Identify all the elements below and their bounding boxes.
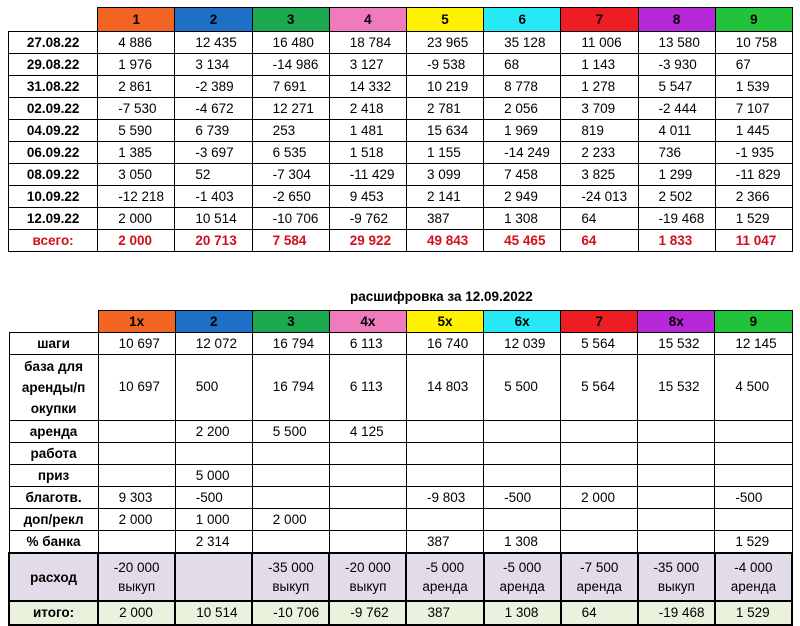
expense-note: выкуп <box>349 578 387 594</box>
cell-value: -2 389 <box>175 76 252 98</box>
cell-value: -1 935 <box>715 142 792 164</box>
cell-value: -500 <box>175 487 252 509</box>
cell-value <box>715 443 792 465</box>
breakdown-row <box>9 531 792 553</box>
cell-value <box>252 531 329 553</box>
cell-value <box>98 443 175 465</box>
cell-value: -11 829 <box>715 164 792 186</box>
cell-value: 1 518 <box>329 142 406 164</box>
expense-cell <box>252 553 329 601</box>
total-label: всего: <box>9 230 98 252</box>
cell-value: 3 099 <box>406 164 483 186</box>
cell-value: 1 000 <box>175 509 252 531</box>
row-label: доп/рекл <box>9 509 98 531</box>
cell-value: 736 <box>638 142 715 164</box>
cell-value: 2 141 <box>406 186 483 208</box>
col-header: 5х <box>406 311 483 333</box>
breakdown-total-value: 64 <box>561 601 638 625</box>
cell-value: 18 784 <box>329 32 406 54</box>
row-date: 02.09.22 <box>9 98 98 120</box>
cell-value: -3 697 <box>175 142 252 164</box>
cell-value: 10 697 <box>98 333 175 355</box>
row-label: приз <box>9 465 98 487</box>
expense-label: расход <box>9 553 98 601</box>
breakdown-row <box>9 509 792 531</box>
cell-value: 35 128 <box>484 32 561 54</box>
row-date: 27.08.22 <box>9 32 98 54</box>
expense-amount: -5 000 <box>502 559 542 575</box>
summary-row <box>9 208 793 230</box>
cell-value: 2 000 <box>252 509 329 531</box>
cell-value: 10 219 <box>406 76 483 98</box>
summary-row <box>9 186 793 208</box>
cell-value <box>329 487 406 509</box>
summary-total-row <box>9 230 793 252</box>
breakdown-total-row <box>9 601 792 625</box>
cell-value <box>638 465 715 487</box>
expense-amount: -4 000 <box>734 559 773 575</box>
cell-value: 2 233 <box>561 142 638 164</box>
cell-value: 1 976 <box>98 54 175 76</box>
cell-value: -3 930 <box>638 54 715 76</box>
cell-value: -10 706 <box>252 208 329 230</box>
cell-value: 1 969 <box>484 120 561 142</box>
cell-value: 1 539 <box>715 76 792 98</box>
expense-amount: -35 000 <box>653 559 700 575</box>
expense-amount: -7 500 <box>580 559 619 575</box>
cell-value <box>561 443 638 465</box>
breakdown-total-value: 2 000 <box>98 601 175 625</box>
cell-value <box>561 421 638 443</box>
cell-value: 10 697 <box>98 355 175 421</box>
cell-value: 2 502 <box>638 186 715 208</box>
expense-cell <box>406 553 483 601</box>
expense-amount: -35 000 <box>267 559 314 575</box>
cell-value: 7 691 <box>252 76 329 98</box>
cell-value <box>252 443 329 465</box>
cell-value: 6 739 <box>175 120 252 142</box>
cell-value: -1 403 <box>175 186 252 208</box>
cell-value: 67 <box>715 54 792 76</box>
cell-value: -4 672 <box>175 98 252 120</box>
col-header: 2 <box>175 311 252 333</box>
cell-value: 3 127 <box>329 54 406 76</box>
cell-value: 4 886 <box>98 32 175 54</box>
summary-row <box>9 164 793 186</box>
row-date: 08.09.22 <box>9 164 98 186</box>
cell-value: 819 <box>561 120 638 142</box>
total-value: 1 833 <box>638 230 715 252</box>
cell-value: 15 634 <box>406 120 483 142</box>
cell-value: 8 778 <box>484 76 561 98</box>
cell-value: 7 107 <box>715 98 792 120</box>
total-value: 49 843 <box>406 230 483 252</box>
cell-value: -14 249 <box>484 142 561 164</box>
cell-value: 5 564 <box>561 333 638 355</box>
expense-amount: -20 000 <box>113 559 160 575</box>
cell-value: 3 709 <box>561 98 638 120</box>
cell-value <box>98 465 175 487</box>
cell-value: -12 218 <box>98 186 175 208</box>
cell-value: -500 <box>484 487 561 509</box>
cell-value <box>406 421 483 443</box>
expense-cell <box>98 553 175 601</box>
cell-value: 1 481 <box>329 120 406 142</box>
cell-value: -7 304 <box>252 164 329 186</box>
cell-value: 5 547 <box>638 76 715 98</box>
cell-value: 1 308 <box>484 208 561 230</box>
summary-row <box>9 142 793 164</box>
total-value: 64 <box>561 230 638 252</box>
total-value: 11 047 <box>715 230 792 252</box>
cell-value: 16 794 <box>252 355 329 421</box>
cell-value: -19 468 <box>638 208 715 230</box>
cell-value: 9 453 <box>329 186 406 208</box>
row-date: 12.09.22 <box>9 208 98 230</box>
cell-value: -11 429 <box>329 164 406 186</box>
cell-value <box>638 487 715 509</box>
cell-value: 6 113 <box>329 333 406 355</box>
cell-value: 5 000 <box>175 465 252 487</box>
row-date: 10.09.22 <box>9 186 98 208</box>
cell-value: -7 530 <box>98 98 175 120</box>
cell-value: 1 143 <box>561 54 638 76</box>
cell-value <box>98 531 175 553</box>
cell-value: 5 500 <box>252 421 329 443</box>
cell-value: 15 532 <box>638 355 715 421</box>
summary-header-row <box>9 8 793 32</box>
cell-value: 387 <box>406 531 483 553</box>
col-header: 7 <box>561 311 638 333</box>
breakdown-row <box>9 421 792 443</box>
cell-value: 4 011 <box>638 120 715 142</box>
total-value: 2 000 <box>98 230 175 252</box>
breakdown-total-value: -19 468 <box>638 601 715 625</box>
expense-cell <box>715 553 792 601</box>
cell-value: 5 564 <box>561 355 638 421</box>
cell-value: 1 529 <box>715 208 792 230</box>
cell-value <box>98 421 175 443</box>
cell-value <box>406 443 483 465</box>
cell-value <box>561 465 638 487</box>
expense-note: выкуп <box>657 578 695 594</box>
cell-value: 3 825 <box>561 164 638 186</box>
cell-value: 16 794 <box>252 333 329 355</box>
cell-value <box>484 443 561 465</box>
cell-value: 2 949 <box>484 186 561 208</box>
breakdown-row <box>9 465 792 487</box>
cell-value: 2 000 <box>98 208 175 230</box>
col-header: 9 <box>715 8 792 32</box>
breakdown-total-value: 1 529 <box>715 601 792 625</box>
cell-value <box>252 487 329 509</box>
cell-value <box>406 465 483 487</box>
expense-note: выкуп <box>272 578 310 594</box>
cell-value: 1 385 <box>98 142 175 164</box>
row-label: аренда <box>9 421 98 443</box>
corner-cell <box>9 311 98 333</box>
row-label: % банка <box>9 531 98 553</box>
cell-value: -24 013 <box>561 186 638 208</box>
row-date: 04.09.22 <box>9 120 98 142</box>
cell-value: 14 332 <box>329 76 406 98</box>
cell-value <box>175 443 252 465</box>
breakdown-row <box>9 487 792 509</box>
cell-value: 1 445 <box>715 120 792 142</box>
col-header: 4 <box>329 8 406 32</box>
cell-value <box>329 443 406 465</box>
breakdown-row <box>9 443 792 465</box>
cell-value: 52 <box>175 164 252 186</box>
cell-value <box>715 421 792 443</box>
col-header: 8х <box>638 311 715 333</box>
cell-value: 15 532 <box>638 333 715 355</box>
col-header: 4х <box>329 311 406 333</box>
expense-note: аренда <box>730 578 777 594</box>
breakdown-row <box>9 333 792 355</box>
cell-value <box>406 509 483 531</box>
expense-cell <box>329 553 406 601</box>
cell-value: -2 444 <box>638 98 715 120</box>
summary-table <box>8 7 793 252</box>
cell-value <box>638 509 715 531</box>
cell-value: 13 580 <box>638 32 715 54</box>
col-header: 1 <box>98 8 175 32</box>
summary-row <box>9 120 793 142</box>
cell-value: -9 762 <box>329 208 406 230</box>
total-value: 20 713 <box>175 230 252 252</box>
row-label: благотв. <box>9 487 98 509</box>
cell-value <box>638 531 715 553</box>
cell-value <box>715 465 792 487</box>
col-header: 3 <box>252 8 329 32</box>
row-label-line: аренды/п <box>21 380 86 395</box>
col-header: 1х <box>98 311 175 333</box>
breakdown-total-label: итого: <box>9 601 98 625</box>
cell-value: 16 740 <box>406 333 483 355</box>
col-header: 2 <box>175 8 252 32</box>
cell-value <box>484 421 561 443</box>
row-label <box>9 355 98 421</box>
cell-value <box>638 421 715 443</box>
cell-value: 1 529 <box>715 531 792 553</box>
expense-amount: -20 000 <box>345 559 391 575</box>
expense-note: аренда <box>422 578 468 594</box>
cell-value: 4 500 <box>715 355 792 421</box>
breakdown-table <box>8 310 793 626</box>
row-date: 29.08.22 <box>9 54 98 76</box>
col-header: 9 <box>715 311 792 333</box>
expense-cell <box>175 553 252 601</box>
cell-value: 500 <box>175 355 252 421</box>
col-header: 6 <box>484 8 561 32</box>
breakdown-total-value: -10 706 <box>252 601 329 625</box>
cell-value <box>561 509 638 531</box>
cell-value: 1 308 <box>484 531 561 553</box>
cell-value: -9 803 <box>406 487 483 509</box>
expense-cell <box>638 553 715 601</box>
cell-value: 2 200 <box>175 421 252 443</box>
col-header: 8 <box>638 8 715 32</box>
cell-value: 10 758 <box>715 32 792 54</box>
breakdown-header-row <box>9 311 792 333</box>
row-label: работа <box>9 443 98 465</box>
breakdown-row <box>9 355 792 421</box>
cell-value: 6 113 <box>329 355 406 421</box>
summary-row <box>9 76 793 98</box>
breakdown-total-value: 10 514 <box>175 601 252 625</box>
cell-value <box>329 509 406 531</box>
cell-value <box>715 509 792 531</box>
cell-value: 5 590 <box>98 120 175 142</box>
expense-cell <box>484 553 561 601</box>
summary-row <box>9 54 793 76</box>
breakdown-total-value: 1 308 <box>484 601 561 625</box>
cell-value: 5 500 <box>484 355 561 421</box>
cell-value: 64 <box>561 208 638 230</box>
expense-cell <box>561 553 638 601</box>
summary-body <box>9 32 793 230</box>
row-label-line: база для <box>24 359 83 374</box>
total-value: 45 465 <box>484 230 561 252</box>
cell-value: 1 278 <box>561 76 638 98</box>
cell-value: 2 000 <box>98 509 175 531</box>
cell-value: -9 538 <box>406 54 483 76</box>
expense-amount: -5 000 <box>425 559 465 575</box>
cell-value: 68 <box>484 54 561 76</box>
cell-value: 12 271 <box>252 98 329 120</box>
cell-value: 3 050 <box>98 164 175 186</box>
breakdown-caption: расшифровка за 12.09.2022 <box>350 289 533 304</box>
cell-value: 2 418 <box>329 98 406 120</box>
col-header: 5 <box>406 8 483 32</box>
cell-value: 2 781 <box>406 98 483 120</box>
cell-value: 12 145 <box>715 333 792 355</box>
cell-value: 16 480 <box>252 32 329 54</box>
cell-value: 1 155 <box>406 142 483 164</box>
total-value: 7 584 <box>252 230 329 252</box>
cell-value <box>484 509 561 531</box>
cell-value: 1 299 <box>638 164 715 186</box>
col-header: 3 <box>252 311 329 333</box>
cell-value: -500 <box>715 487 792 509</box>
cell-value: 10 514 <box>175 208 252 230</box>
cell-value: 12 072 <box>175 333 252 355</box>
cell-value <box>252 465 329 487</box>
cell-value: 4 125 <box>329 421 406 443</box>
cell-value <box>484 465 561 487</box>
cell-value: 14 803 <box>406 355 483 421</box>
row-label: шаги <box>9 333 98 355</box>
cell-value <box>329 465 406 487</box>
cell-value: 12 039 <box>484 333 561 355</box>
cell-value: 2 000 <box>561 487 638 509</box>
col-header: 7 <box>561 8 638 32</box>
row-label-line: окупки <box>30 401 77 416</box>
cell-value: 11 006 <box>561 32 638 54</box>
cell-value: 6 535 <box>252 142 329 164</box>
summary-row <box>9 32 793 54</box>
summary-row <box>9 98 793 120</box>
col-header: 6х <box>484 311 561 333</box>
cell-value: 2 056 <box>484 98 561 120</box>
expense-note: аренда <box>576 578 622 594</box>
cell-value: 7 458 <box>484 164 561 186</box>
corner-cell <box>9 8 98 32</box>
cell-value: 2 861 <box>98 76 175 98</box>
breakdown-total-value: 387 <box>406 601 483 625</box>
cell-value: 3 134 <box>175 54 252 76</box>
cell-value: 9 303 <box>98 487 175 509</box>
cell-value <box>638 443 715 465</box>
total-value: 29 922 <box>329 230 406 252</box>
cell-value: 253 <box>252 120 329 142</box>
cell-value: 23 965 <box>406 32 483 54</box>
cell-value: -14 986 <box>252 54 329 76</box>
cell-value: 387 <box>406 208 483 230</box>
expense-row <box>9 553 792 601</box>
expense-note: выкуп <box>118 578 156 594</box>
row-date: 31.08.22 <box>9 76 98 98</box>
cell-value <box>561 531 638 553</box>
breakdown-total-value: -9 762 <box>329 601 406 625</box>
cell-value <box>329 531 406 553</box>
cell-value: -2 650 <box>252 186 329 208</box>
breakdown-body <box>9 333 792 553</box>
cell-value: 12 435 <box>175 32 252 54</box>
expense-note: аренда <box>499 578 545 594</box>
row-date: 06.09.22 <box>9 142 98 164</box>
cell-value: 2 366 <box>715 186 792 208</box>
cell-value: 2 314 <box>175 531 252 553</box>
